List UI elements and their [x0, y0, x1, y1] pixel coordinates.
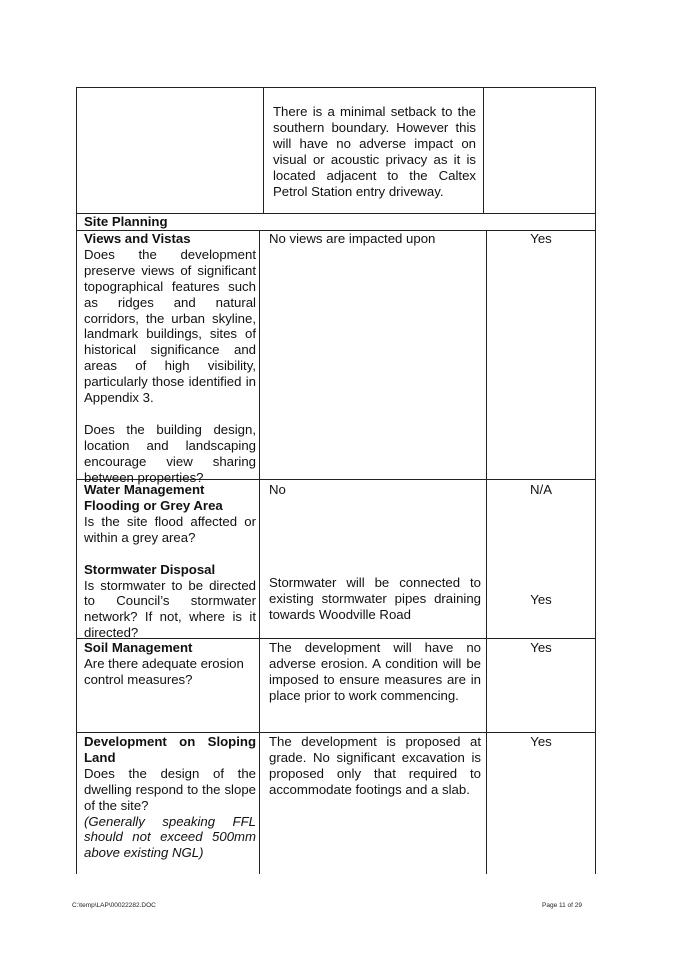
stormwater-title: Stormwater Disposal — [84, 561, 216, 577]
column-divider-2 — [486, 230, 487, 874]
sloping-land-requirement — [84, 734, 256, 861]
views-vistas-comment: No views are impacted upon — [269, 231, 436, 246]
column-divider-2 — [483, 87, 484, 213]
footer-page-number: Page 11 of 29 — [542, 902, 582, 909]
assessment-table — [76, 87, 596, 874]
stormwater-question: Is stormwater to be directed to Council’s stormwater network? If not, where is it directed? — [84, 577, 256, 641]
flooding-complies: N/A — [530, 482, 552, 497]
soil-management-title: Soil Management — [84, 640, 193, 655]
flooding-comment: No — [269, 482, 286, 497]
views-vistas-complies: Yes — [530, 231, 552, 246]
flooding-question: Is the site flood affected or within a grey area? — [84, 513, 256, 545]
water-management-requirement — [84, 482, 256, 641]
row-divider — [76, 732, 596, 733]
soil-management-complies: Yes — [530, 640, 552, 655]
table-border-left — [76, 87, 77, 874]
row-divider — [76, 87, 596, 88]
section-heading-site-planning: Site Planning — [84, 214, 168, 229]
views-vistas-title: Views and Vistas — [84, 231, 191, 246]
soil-management-question: Are there adequate erosion control measures? — [84, 655, 244, 687]
soil-management-requirement — [84, 640, 256, 688]
sloping-land-note: (Generally speaking FFL should not exceed 500mm above existing NGL) — [84, 813, 256, 861]
sloping-land-title: Development on Sloping Land — [84, 734, 256, 765]
sloping-land-comment: The development is proposed at grade. No significant excavation is proposed only that required to accommodate footings and a slab. — [269, 734, 481, 797]
sloping-land-complies: Yes — [530, 734, 552, 749]
flooding-title: Flooding or Grey Area — [84, 497, 223, 513]
footer-file-path: C:\temp\LAP\00022282.DOC — [72, 902, 156, 909]
column-divider-1 — [263, 87, 264, 213]
soil-management-comment: The development will have no adverse erosion. A condition will be imposed to ensure measures are in place prior to work commencing. — [269, 640, 481, 703]
column-divider-1 — [259, 230, 260, 874]
water-management-title: Water Management — [84, 482, 205, 497]
views-vistas-question-1: Does the development preserve views of significant topographical features such as ridges and natural corridors, the urban skyline, landmark buildings, sites of historical significance and areas of high visibility, particularly those identified in Appendix 3. — [84, 246, 256, 406]
views-vistas-question-2: Does the building design, location and landscaping encourage view sharing between properties? — [84, 421, 256, 485]
stormwater-complies: Yes — [530, 592, 552, 607]
table-border-right — [595, 87, 596, 874]
views-vistas-requirement — [84, 231, 256, 486]
sloping-land-question: Does the design of the dwelling respond to the slope of the site? — [84, 765, 256, 813]
stormwater-comment: Stormwater will be connected to existing stormwater pipes draining towards Woodville Road — [269, 575, 481, 622]
privacy-comment: There is a minimal setback to the southern boundary. However this will have no adverse impact on visual or acoustic privacy as it is located adjacent to the Caltex Petrol Station entry driveway. — [273, 104, 476, 199]
